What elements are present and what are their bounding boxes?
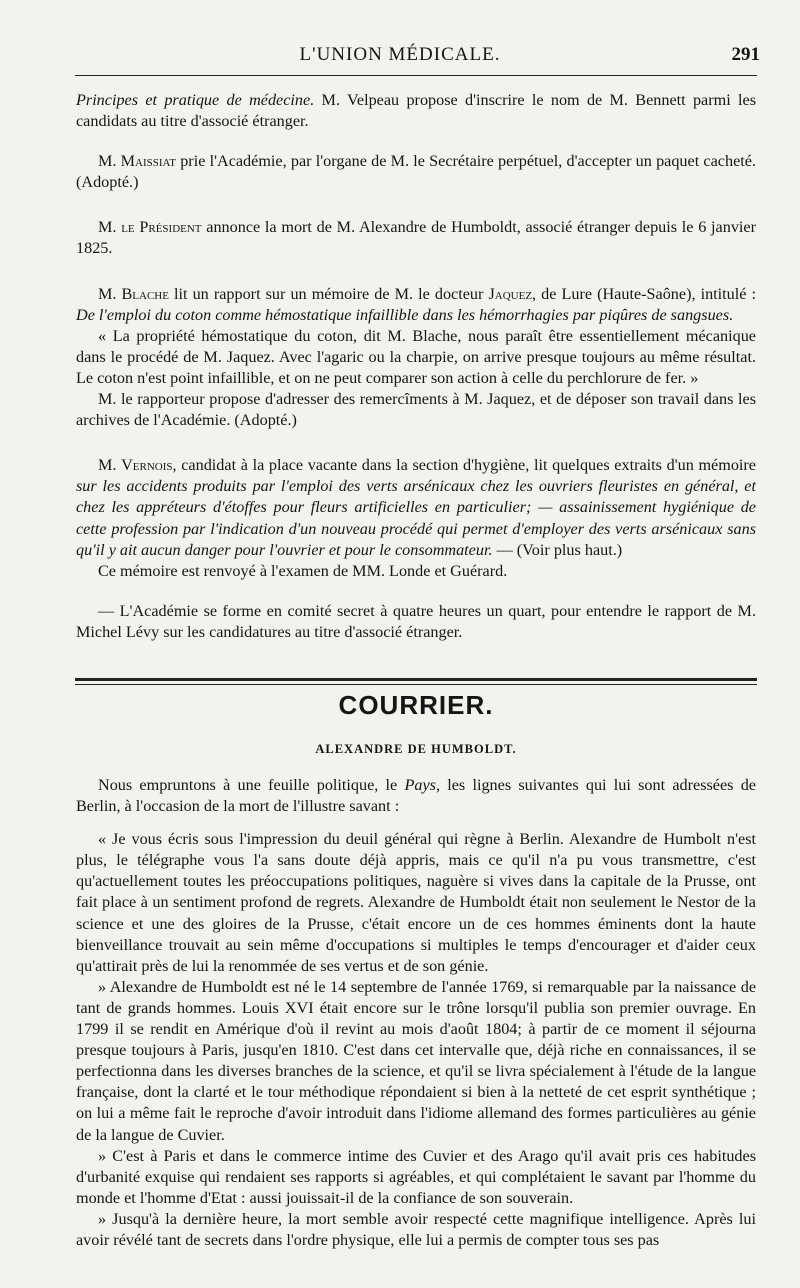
paragraph-letter-1: « Je vous écris sous l'impression du deuil général qui règne à Berlin. Alexandre de Humbolt n'est plus, le télégraphe vous l'a sans doute déjà appris, mais ce qu'il n'a pu vous transmettre, c'est qu'actuellement toutes les préoccupations politiques, naguère si vives dans la capitale de la Prusse, ont fait place à un sentiment profond de regrets. Alexandre de Humboldt était non seulement le Nestor de la science et une des gloires de la Prusse, c'était encore un de ces hommes éminents dont la haute bienveillance trouvait au sein même d'occupations si multiples le temps d'encourager et d'aider ceux qu'attirait près de lui la renommée de ses vertus et de son génie. [76,830,756,975]
paragraph-rapporteur: M. le rapporteur propose d'adresser des remercîments à M. Jaquez, et de déposer son travail dans les archives de l'Académie. (Adopté.) [76,390,756,430]
article-title: ALEXANDRE DE HUMBOLDT. [315,742,517,756]
speaker-name: Jaquez [488,284,533,303]
memoir-title: sur les accidents produits par l'emploi des verts arsénicaux chez les ouvriers fleuristes en général, et chez les appréteurs d'étoffes pour fleurs artificielles en particulier; — assainissement hygiénique de cette profession par l'indication d'un nouveau procédé qui permet d'employer des verts arsénicaux sans qu'il y ait aucun danger pour l'ouvrier et pour le consommateur. [76,477,756,559]
paragraph-comite-secret: — L'Académie se forme en comité secret à quatre heures un quart, pour entendre le rapport de M. Michel Lévy sur les candidatures au titre d'associé étranger. [76,601,756,641]
paragraph-letter-4: » Jusqu'à la dernière heure, la mort semble avoir respecté cette magnifique intelligence. Après lui avoir révélé tant de secrets dans l'ordre physique, elle lui a permis de compter tous ses pas [76,1209,756,1249]
session-report [76,90,756,643]
newspaper-name: Pays [404,776,436,794]
speaker-name: Vernois [121,456,173,475]
paragraph-velpeau: Principes et pratique de médecine. M. Velpeau propose d'inscrire le nom de M. Bennett parmi les candidats au titre d'associé étranger. [76,91,756,131]
courrier-heading-wrap [75,690,757,724]
journal-title: L'UNION MÉDICALE. [299,44,501,65]
speaker-name: Blache [121,284,169,303]
section-label: Principes et pratique de médecine. [76,91,315,109]
paragraph-renvoi: Ce mémoire est renvoyé à l'examen de MM. Londe et Guérard. [98,561,508,580]
courrier-article [76,775,756,1251]
paragraph-maissiat: M. Maissiat prie l'Académie, par l'organe de M. le Secrétaire perpétuel, d'accepter un paquet cacheté. (Adopté.) [76,152,756,192]
section-divider-top [75,678,757,681]
section-heading: COURRIER. [338,690,494,720]
paragraph-blache: M. Blache lit un rapport sur un mémoire de M. le docteur Jaquez, de Lure (Haute-Saône), intitulé : De l'emploi du coton comme hémostatique infaillible dans les hémorrhagies par piqûres de sangsues. [76,284,756,324]
paragraph-letter-2: » Alexandre de Humboldt est né le 14 septembre de l'année 1769, si remarquable par la naissance de tant de grands hommes. Louis XVI était encore sur le trône lorsqu'il publia son premier ouvrage. En 1799 il se rendit en Amérique d'où il revint au mois d'août 1804; à partir de ce moment il séjourna presque toujours à Paris, jusqu'en 1810. C'est dans cet intervalle que, déjà riche en connaissances, il se perfectionna dans les diverses branches de la science, et qu'il se livra spécialement à l'étude de la langue française, dont la clarté et le tour méthodique répondaient si bien à la netteté de cet esprit synthétique ; on lui a même fait le reproche d'avoir introduit dans l'idiome allemand des formes particulières au génie de la langue de Cuvier. [76,977,756,1144]
paragraph-quote-blache: « La propriété hémostatique du coton, dit M. Blache, nous paraît être essentiellement mécanique dans le procédé de M. Jaquez. Avec l'agaric ou la charpie, on arrive presque toujours au même résultat. Le coton n'est point infaillible, et on ne peut comparer son action à celle du perchlorure de fer. » [76,326,756,387]
paragraph-intro: Nous empruntons à une feuille politique, le Pays, les lignes suivantes qui lui sont adressées de Berlin, à l'occasion de la mort de l'illustre savant : [76,776,756,816]
page-number: 291 [731,44,760,65]
page-header [0,44,800,72]
paragraph-vernois: M. Vernois, candidat à la place vacante dans la section d'hygiène, lit quelques extraits d'un mémoire sur les accidents produits par l'emploi des verts arsénicaux chez les ouvriers fleuristes en général, et chez les appréteurs d'étoffes pour fleurs artificielles en particulier; — assainissement hygiénique de cette profession par l'indication d'un nouveau procédé qui permet d'employer des verts arsénicaux sans qu'il y ait aucun danger pour l'ouvrier et pour le consommateur. — (Voir plus haut.) [76,456,756,559]
speaker-name: le Président [121,218,202,237]
header-rule [75,75,757,76]
paragraph-president: M. le Président annonce la mort de M. Alexandre de Humboldt, associé étranger depuis le 6 janvier 1825. [76,218,756,258]
section-divider-bottom [75,684,757,685]
paragraph-letter-3: » C'est à Paris et dans le commerce intime des Cuvier et des Arago qu'il avait pris ces habitudes d'urbanité exquise qui rendaient ses rapports si agréables, et qui complétaient le savant par l'homme du monde et l'homme d'Etat : aussi jouissait-il de la confiance de son souverain. [76,1146,756,1207]
speaker-name: Maissiat [120,152,176,171]
memoir-title: De l'emploi du coton comme hémostatique infaillible dans les hémorrhagies par piqûres de sangsues. [76,305,734,324]
